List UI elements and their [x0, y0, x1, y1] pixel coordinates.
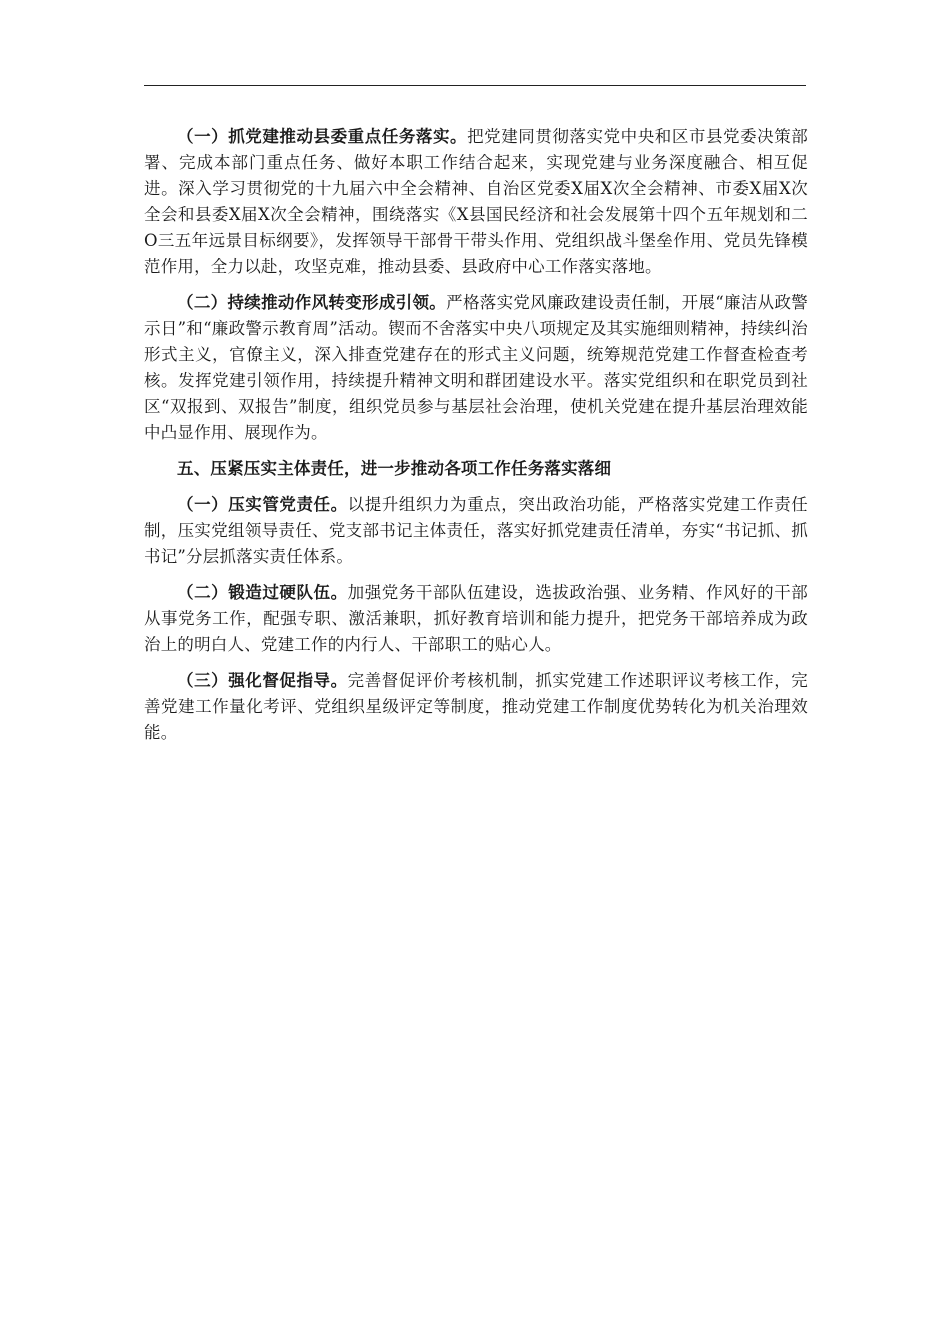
paragraph-team-building [144, 580, 808, 658]
paragraph-lead: （二）锻造过硬队伍。 [177, 583, 348, 602]
header-rule [144, 85, 806, 86]
paragraph-text: 加强党务干部队伍建设，选拔政治强、业务精、作风好的干部从事党务工作，配强专职、激活兼职，抓好教育培训和能力提升，把党务干部培养成为政治上的明白人、党建工作的内行人、干部职工的贴心人。 [144, 583, 808, 654]
paragraph-work-style [144, 290, 808, 446]
section-heading: 五、压紧压实主体责任，进一步推动各项工作任务落实落细 [177, 459, 612, 478]
paragraph-supervision [144, 668, 808, 746]
paragraph-party-building-tasks [144, 124, 808, 280]
paragraph-text: 把党建同贯彻落实党中央和区市县党委决策部署、完成本部门重点任务、做好本职工作结合起来，实现党建与业务深度融合、相互促进。深入学习贯彻党的十九届六中全会精神、自治区党委X届X次全会精神、市委X届X次全会和县委X届X次全会精神，围绕落实《X县国民经济和社会发展第十四个五年规划和二O三五年远景目标纲要》，发挥领导干部骨干带头作用、党组织战斗堡垒作用、党员先锋模范作用，全力以赴，攻坚克难，推动县委、县政府中心工作落实落地。 [144, 127, 809, 276]
paragraph-text: 严格落实党风廉政建设责任制，开展“廉洁从政警示日”和“廉政警示教育周”活动。锲而不舍落实中央八项规定及其实施细则精神，持续纠治形式主义，官僚主义，深入排查党建存在的形式主义问题，统筹规范党建工作督查检查考核。发挥党建引领作用，持续提升精神文明和群团建设水平。落实党组织和在职党员到社区“双报到、双报告”制度，组织党员参与基层社会治理，使机关党建在提升基层治理效能中凸显作用、展现作为。 [144, 293, 809, 442]
paragraph-party-responsibility [144, 492, 808, 570]
paragraph-text: 完善督促评价考核机制，抓实党建工作述职评议考核工作，完善党建工作量化考评、党组织星级评定等制度，推动党建工作制度优势转化为机关治理效能。 [144, 671, 808, 742]
paragraph-lead: （一）压实管党责任。 [177, 495, 348, 514]
paragraph-text: 以提升组织力为重点，突出政治功能，严格落实党建工作责任制，压实党组领导责任、党支部书记主体责任，落实好抓党建责任清单，夯实“书记抓、抓书记”分层抓落实责任体系。 [144, 495, 808, 566]
paragraph-lead: （三）强化督促指导。 [177, 671, 348, 690]
paragraph-lead: （一）抓党建推动县委重点任务落实。 [177, 127, 468, 146]
document-body [144, 124, 808, 756]
paragraph-lead: （二）持续推动作风转变形成引领。 [177, 293, 447, 312]
